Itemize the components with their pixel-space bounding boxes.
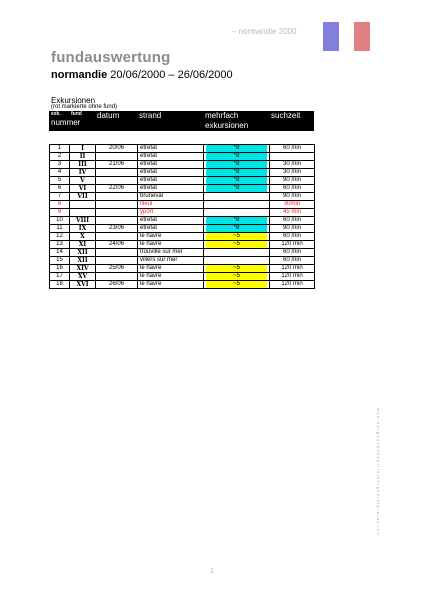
cell-suchzeit: 120 min <box>270 273 315 281</box>
mehrfach-highlight: ~5 <box>206 265 267 272</box>
cell-datum: 23/06 <box>96 225 138 233</box>
cell-mehrfach <box>204 273 270 281</box>
table-row <box>50 161 315 169</box>
cell-exk: 17 <box>50 273 70 281</box>
cell-datum <box>96 169 138 177</box>
cell-suchzeit: 120 min <box>270 241 315 249</box>
cell-fund: II <box>70 153 96 161</box>
cell-suchzeit: 90 min <box>270 177 315 185</box>
cell-fund: XV <box>70 273 96 281</box>
cell-strand: le havre <box>138 281 204 289</box>
cell-fund: XII <box>70 257 96 265</box>
cell-mehrfach <box>204 201 270 209</box>
mehrfach-highlight: ~5 <box>206 233 267 240</box>
cell-strand: fileul <box>138 201 204 209</box>
cell-suchzeit: 120 min <box>270 265 315 273</box>
cell-strand: etretat <box>138 153 204 161</box>
cell-datum: 22/06 <box>96 185 138 193</box>
header-mehrfach-line2: exkursionen <box>205 121 249 130</box>
cell-suchzeit: 45 min <box>270 209 315 217</box>
cell-exk: 18 <box>50 281 70 289</box>
cell-fund: XIV <box>70 265 96 273</box>
cell-mehrfach <box>204 225 270 233</box>
table-row <box>50 169 315 177</box>
cell-strand: villers sur mer <box>138 257 204 265</box>
table-header <box>49 111 314 131</box>
cell-fund: XI <box>70 241 96 249</box>
mehrfach-highlight: *8 <box>206 225 267 232</box>
cell-mehrfach <box>204 249 270 257</box>
cell-suchzeit <box>270 153 315 161</box>
cell-mehrfach <box>204 177 270 185</box>
cell-mehrfach <box>204 145 270 153</box>
mehrfach-highlight: ~5 <box>206 273 267 280</box>
header-datum: datum <box>97 111 120 120</box>
mehrfach-highlight: ~5 <box>206 281 267 288</box>
cell-datum: 21/06 <box>96 161 138 169</box>
mehrfach-highlight: ~5 <box>206 241 267 248</box>
section-note: (rot markierte ohne fund) <box>51 104 118 110</box>
cell-datum <box>96 273 138 281</box>
cell-exk: 14 <box>50 249 70 257</box>
cell-fund <box>70 201 96 209</box>
cell-datum <box>96 153 138 161</box>
cell-exk: 4 <box>50 169 70 177</box>
header-fund: fund <box>71 111 82 117</box>
cell-strand: etretat <box>138 177 204 185</box>
cell-mehrfach <box>204 233 270 241</box>
table-row <box>50 281 315 289</box>
cell-exk: 15 <box>50 257 70 265</box>
table-row <box>50 233 315 241</box>
cell-datum: 26/06 <box>96 281 138 289</box>
cell-fund: IV <box>70 169 96 177</box>
cell-fund: VIII <box>70 217 96 225</box>
side-note-end: a k. r e n <box>376 518 380 535</box>
cell-mehrfach <box>204 241 270 249</box>
cell-strand: le havre <box>138 241 204 249</box>
table-row <box>50 217 315 225</box>
table-row <box>50 153 315 161</box>
flag-red-stripe <box>354 22 370 51</box>
cell-suchzeit: 90 min <box>270 193 315 201</box>
page-subtitle <box>51 69 233 81</box>
cell-datum <box>96 209 138 217</box>
cell-exk: 1 <box>50 145 70 153</box>
cell-suchzeit: 60 min <box>270 217 315 225</box>
cell-exk: 2 <box>50 153 70 161</box>
cell-suchzeit: 30 min <box>270 169 315 177</box>
table-row <box>50 265 315 273</box>
cell-datum <box>96 177 138 185</box>
cell-strand: le havre <box>138 233 204 241</box>
cell-fund: VI <box>70 185 96 193</box>
section-label: Exkursionen <box>51 96 96 105</box>
cell-datum <box>96 201 138 209</box>
subtitle-location: normandie <box>51 69 108 81</box>
cell-exk: 6 <box>50 185 70 193</box>
cell-strand: etretat <box>138 161 204 169</box>
cell-mehrfach <box>204 281 270 289</box>
header-mehrfach-line1: mehrfach <box>205 111 239 120</box>
cell-fund: XII <box>70 249 96 257</box>
side-note-text: m e e r b e r g e n 2 0 0 0 b e r l i n l e h r g e b i e t <box>376 408 380 505</box>
cell-exk: 11 <box>50 225 70 233</box>
mehrfach-highlight: *8 <box>206 153 267 160</box>
cell-exk: 12 <box>50 233 70 241</box>
table-row <box>50 241 315 249</box>
cell-suchzeit: 60 min <box>270 257 315 265</box>
header-suchzeit: suchzeit <box>271 111 301 120</box>
header-nummer: nummer <box>51 118 81 127</box>
cell-strand: etretat <box>138 145 204 153</box>
cell-exk: 10 <box>50 217 70 225</box>
cell-suchzeit: 60 min <box>270 145 315 153</box>
cell-strand: le havre <box>138 265 204 273</box>
cell-exk: 7 <box>50 193 70 201</box>
header-exk: exk. <box>51 111 61 117</box>
cell-strand: etretat <box>138 225 204 233</box>
page-number: 1 <box>210 568 214 575</box>
table-row <box>50 225 315 233</box>
cell-datum <box>96 193 138 201</box>
cell-fund: VII <box>70 193 96 201</box>
cell-strand: etretat <box>138 169 204 177</box>
table-row <box>50 193 315 201</box>
side-note <box>376 408 380 535</box>
table-row <box>50 249 315 257</box>
mehrfach-highlight: *8 <box>206 185 267 192</box>
flag-blue-stripe <box>323 22 339 51</box>
cell-exk: 13 <box>50 241 70 249</box>
cell-exk: 3 <box>50 161 70 169</box>
cell-fund: XVI <box>70 281 96 289</box>
cell-fund: X <box>70 233 96 241</box>
mehrfach-highlight: *8 <box>206 161 267 168</box>
mehrfach-highlight: *8 <box>206 145 267 152</box>
cell-mehrfach <box>204 153 270 161</box>
cell-mehrfach <box>204 161 270 169</box>
header-brand: – normandie 2000 <box>232 27 297 36</box>
cell-mehrfach <box>204 169 270 177</box>
cell-suchzeit: 30min <box>270 201 315 209</box>
cell-mehrfach <box>204 265 270 273</box>
cell-mehrfach <box>204 209 270 217</box>
cell-datum <box>96 233 138 241</box>
page-title: fundauswertung <box>51 49 171 66</box>
cell-exk: 8 <box>50 201 70 209</box>
cell-strand: etretat <box>138 217 204 225</box>
cell-datum <box>96 217 138 225</box>
mehrfach-highlight: *8 <box>206 217 267 224</box>
cell-datum <box>96 257 138 265</box>
cell-fund: IX <box>70 225 96 233</box>
table-row <box>50 185 315 193</box>
expedition-table <box>49 144 315 289</box>
header-strand: strand <box>139 111 162 120</box>
cell-datum: 20/06 <box>96 145 138 153</box>
table-row <box>50 257 315 265</box>
table-row <box>50 209 315 217</box>
cell-datum: 24/06 <box>96 241 138 249</box>
cell-mehrfach <box>204 185 270 193</box>
cell-strand: yport <box>138 209 204 217</box>
cell-datum: 25/06 <box>96 265 138 273</box>
cell-datum <box>96 249 138 257</box>
table-row <box>50 273 315 281</box>
cell-exk: 5 <box>50 177 70 185</box>
header-mehrfach <box>203 111 269 131</box>
subtitle-dates: 20/06/2000 – 26/06/2000 <box>110 69 233 81</box>
table-row <box>50 177 315 185</box>
cell-suchzeit: 60 min <box>270 185 315 193</box>
side-note-accent: p r o f <box>376 505 380 517</box>
cell-fund: V <box>70 177 96 185</box>
cell-fund <box>70 209 96 217</box>
table-row <box>50 201 315 209</box>
cell-strand: le havre <box>138 273 204 281</box>
cell-strand: bruneval <box>138 193 204 201</box>
cell-fund: III <box>70 161 96 169</box>
table-row <box>50 145 315 153</box>
cell-fund: I <box>70 145 96 153</box>
cell-strand: trouville sur mer <box>138 249 204 257</box>
cell-mehrfach <box>204 193 270 201</box>
cell-mehrfach <box>204 257 270 265</box>
mehrfach-highlight: *8 <box>206 177 267 184</box>
cell-mehrfach <box>204 217 270 225</box>
cell-exk: 9 <box>50 209 70 217</box>
cell-suchzeit: 60 min <box>270 233 315 241</box>
cell-strand: etretat <box>138 185 204 193</box>
cell-suchzeit: 30 min <box>270 161 315 169</box>
mehrfach-highlight: *8 <box>206 169 267 176</box>
cell-suchzeit: 90 min <box>270 225 315 233</box>
cell-suchzeit: 120 min <box>270 281 315 289</box>
cell-exk: 16 <box>50 265 70 273</box>
cell-suchzeit: 60 min <box>270 249 315 257</box>
